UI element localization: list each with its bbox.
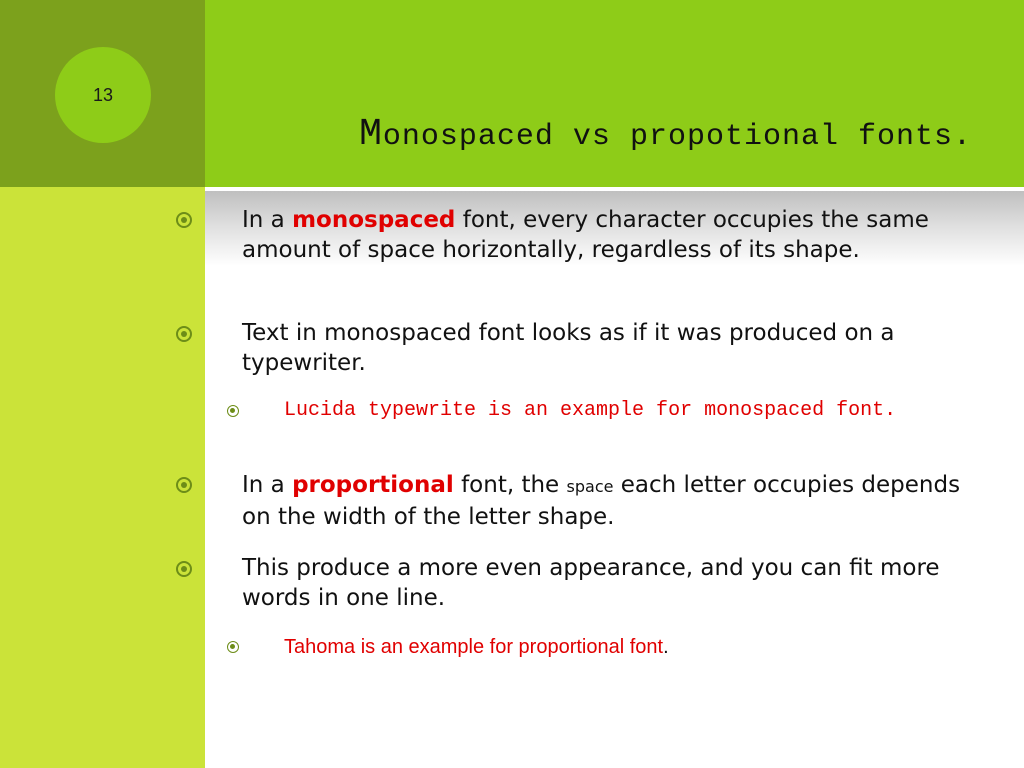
title-word-3: propotional fonts. [629,120,972,154]
sub-bullet-tahoma-example [284,635,1004,659]
bullet-even-appearance: This produce a more even appearance, and you can fit more words in one line. [242,555,940,611]
bullet-monospaced-definition [242,205,982,265]
page-number: 13 [92,84,114,105]
radio-circle-bullet-icon [176,326,192,342]
title-word-2: vs [553,120,630,154]
page-number-badge [55,47,151,143]
sidebar-bottom-panel [0,187,205,768]
radio-circle-bullet-icon [227,405,239,417]
sub-bullet-lucida-example: Lucida typewrite is an example for monospaced font. [284,399,897,422]
bullet-text-prefix: In a [242,472,293,498]
bullet-text-suffix: each letter occupies depends on the width of the letter shape. [242,472,961,530]
bullet-typewriter: Text in monospaced font looks as if it was produced on a typewriter. [242,320,895,376]
emphasis-monospaced: monospaced [292,207,456,233]
bullet-text-prefix: In a [242,207,293,233]
radio-circle-bullet-icon [176,212,192,228]
radio-circle-bullet-icon [176,561,192,577]
title-word-1: onospaced [382,120,554,154]
sub-bullet-period: . [663,636,669,658]
sub-bullet-text: Tahoma is an example for proportional font [284,636,664,658]
bullet-proportional-definition [242,470,982,532]
bullet-text-small-space: space [566,477,614,496]
emphasis-proportional: proportional [292,472,454,498]
slide-header [205,0,1024,187]
title-initial: M [359,113,383,156]
bullet-text-suffix: font, every character occupies the same amount of space horizontally, regardless of its shape. [242,207,929,263]
radio-circle-bullet-icon [176,477,192,493]
radio-circle-bullet-icon [227,641,239,653]
slide-title [359,113,972,156]
bullet-text-mid: font, the [453,472,567,498]
